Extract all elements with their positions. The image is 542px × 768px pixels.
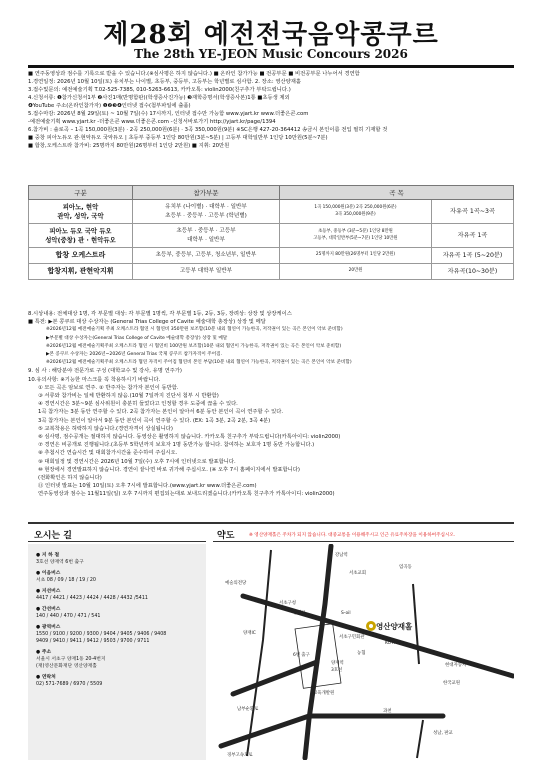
label-gyeongbu: 경부고속도로 xyxy=(227,753,253,758)
table-cell-division: 고등부 대학부 일반부 xyxy=(133,264,280,280)
location-map xyxy=(213,544,514,760)
table-cell-ranking: 자유곡(10~30분) xyxy=(432,264,514,280)
table-row xyxy=(29,248,514,264)
info-line: -예전예술기획 www.yjart.kr -더좋은콘 www.더좋은콘.com -신청서바로가기 http://yjart.kr/page/1394 xyxy=(28,119,276,125)
info-line: 3.접수및문의: 예전예술기획 T.02-525-7385, 010-5263-6613, 카카오톡: violin2000(친구추가 부탁드립니다.) xyxy=(28,87,291,93)
gyeongbu-expressway xyxy=(247,550,271,756)
table-row xyxy=(29,264,514,280)
note-line: 1곡 참가자는 3분 동안 연주할 수 있다. 2곡 참가자는 본인이 알아서 6분 동안 본인이 곡이 연주할 수 있다. xyxy=(38,409,284,416)
label-hyundai: 현대자동차 xyxy=(445,663,467,668)
title-rule xyxy=(28,65,514,68)
label-community-hall: 서초구민회관 xyxy=(339,635,365,640)
note-line: ⑤ 교복착용은 허락하지 않습니다.(경연자격이 상실됩니다) xyxy=(38,425,173,432)
label-yeomgok: 염곡동 xyxy=(399,565,412,570)
info-line: 1.경연일정: 2026년 10월 10일(토) 유치부는 나이별, 초등부, 중등부, 고등부는 학년별로 심사함. 2. 장소: 영산양재홀 xyxy=(28,79,301,85)
directions-label: ● 주소 xyxy=(36,650,52,655)
note-line: ⑧ 추첨시간 연습시간 및 대회참가시간을 준수하여 주십시오. xyxy=(38,450,178,457)
note-line: 8.시상내용: 전체대상 1명, 각 부문별 대상: 각 부문별 1명씩, 각 부문별 1등, 2등, 3등, 장려상: 상장 및 상장케이스 xyxy=(28,311,292,317)
note-line: 9. 심 사 : 해당분야 전문가로 구성 (대학교수 및 강사, 유명 연주가) xyxy=(28,368,182,375)
label-seocho-church: 서초교회 xyxy=(349,571,366,576)
concours-title: 제28회 예전전국음악콩쿠르 xyxy=(103,20,439,50)
table-cell-category: 합창 오케스트라 xyxy=(29,248,133,264)
directions-label: ● 지선버스 xyxy=(36,589,61,594)
directions-text: 4417 / 4421 / 4423 / 4424 / 4428 / 4432 /5411 xyxy=(36,596,148,601)
note-line: 10.유의사항: ※기능한 마스크를 꼭 착용하시기 바랍니다. xyxy=(28,376,161,383)
label-gangnam: 강남역 xyxy=(335,553,348,558)
directions-label: ● 연락처 xyxy=(36,675,56,680)
table-cell-pieces: 초등부, 중등부 (3분~5분) 1인당 8만원 고등부, 대학일반부(5분~7분) 1인당 10만원 xyxy=(280,224,432,248)
map-header xyxy=(213,528,514,542)
section-divider xyxy=(28,522,514,524)
nambu-road xyxy=(233,662,317,694)
table-header-category: 구분 xyxy=(29,186,133,200)
label-seocho-office: 서초구청 xyxy=(279,601,296,606)
label-education: 교육개발원 xyxy=(313,691,335,696)
label-nambu-road: 남부순환로 xyxy=(237,707,259,712)
table-cell-ranking: 자유곡 1곡~3곡 xyxy=(432,200,514,224)
label-yangjae-ic: 양재IC xyxy=(243,631,256,636)
label-yangjae-station: 양재역 xyxy=(331,661,344,666)
note-line: ※2026년12월 예전예술기획주최 오케스트라 협연 자격이 주어짐 협연비 본인 부담(10분 내외 협연이 가능한곡, 저작권이 있는 곡은 본인이 악보 준비함) xyxy=(46,360,352,366)
note-line: ▶본 콩쿠르 수상자는 2026년~2026년 General Trias 국제 콩쿠르 참가자격이 주어짐. xyxy=(46,352,223,358)
table-cell-division: 초등부, 중등부, 고등부, 청소년부, 일반부 xyxy=(133,248,280,264)
directions-text: 3호선 양재역 6번 출구 xyxy=(36,560,84,565)
label-line3: 3호선 xyxy=(331,668,343,673)
directions-text: 9409 / 9410 / 9411 / 9412 / 9503 / 9700 / 9711 xyxy=(36,639,150,644)
map-panel xyxy=(213,528,514,760)
note-line: ▶부문별 대상 수상자는(General Trias College of Cavite 예술대학 총장상) 상장 및 메달 xyxy=(46,335,228,341)
table-cell-pieces: 20만원 xyxy=(280,264,432,280)
table-cell-ranking: 자유곡 1곡 xyxy=(432,224,514,248)
directions-text: 140 / 440 / 470 / 471 / 541 xyxy=(36,614,101,619)
label-kotra: KOTRA xyxy=(385,641,400,646)
info-line: 6.참가비 : 솔로곡 – 1곡 150,000원(3분) · 2곡 250,000원(6분) · 3곡 350,000원(9분) ※SC은행 427-20-364412 송금시 본인이름 전입 필히 기재할 것 xyxy=(28,127,388,133)
label-gwacheon: 과천 xyxy=(383,709,392,714)
table-cell-pieces: 1곡 150,000원(3분) 2곡 250,000원(6분) 3곡 350,000원(9분) xyxy=(280,200,432,224)
venue-name: 영산양재홀 xyxy=(376,622,413,631)
directions-label: ● 이음버스 xyxy=(36,571,61,576)
info-line: ■ 중창 피아노듀오 관·현악듀오 국악듀오 | 초등부 중등부 1인당 80만원(3분~5분) | 고등부 대학일반부 1인당 10만원(5분~7분) xyxy=(28,135,328,141)
note-line: ④ 경연시간은 3분~9분 심사위원이 충분히 들었다고 인정할 경우 도중에 끊을 수 있다. xyxy=(38,401,238,408)
note-line: ⑪ 인터넷 발표는 10월 10일(토) 오후 7시에 발표합니다.(www.yjart.kr www.더좋은콘.com) xyxy=(38,483,257,490)
concours-title-english: The 28th YE-JEON Music Concours 2026 xyxy=(134,47,408,61)
side-road xyxy=(417,720,423,758)
table-header-pieces: 곡 목 xyxy=(280,186,514,200)
label-nh: 농협 xyxy=(357,651,366,656)
info-line: ■ 합창,오케스트라 참가비: 25명까지 80만원(26명부터 1인당 2만원) ■ 지휘: 20만원 xyxy=(28,143,230,149)
label-exit6: 6번 출구 xyxy=(293,653,310,658)
table-cell-category: 합창지휘, 관현악지휘 xyxy=(29,264,133,280)
table-row xyxy=(29,224,514,248)
info-section xyxy=(28,70,518,150)
note-line: ■ 특전: ▶본 콩쿠르 대상 수상자는 (General Trias College of Cavite 예술대학 총장상) 상장 및 메달 xyxy=(28,319,266,326)
label-kyowon: 한국교원 xyxy=(443,681,460,686)
directions-label: ● 간선버스 xyxy=(36,607,61,612)
parking-note: ※ 영산양재홀은 주차가 되지 않습니다. 대중교통을 이용해주시고 인근 유료주차장을 이용하여주십시오. xyxy=(249,532,456,538)
table-header-division: 참가부문 xyxy=(133,186,280,200)
directions-text: 02) 571-7689 / 6970 / 5509 xyxy=(36,682,103,687)
note-line: ① 모든 곡은 암보로 연주. ② 반주자는 참가자 본인이 동반함. xyxy=(38,384,179,391)
table-cell-category: 피아노 듀오 국악 듀오 성악(중창) 관 · 현악듀오 xyxy=(29,224,133,248)
note-line: ③ 서류와 참가비는 일체 반환하지 않음.(10월 7일까지 진단서 첨부 시 반환함) xyxy=(38,393,219,400)
directions-text: (재)영산문화재단 영산양재홀 xyxy=(36,664,97,669)
directions-label: ● 광역버스 xyxy=(36,625,61,630)
table-cell-division: 유치부 (나이별) · 대학부 · 일반부 초등부 · 중등부 · 고등부 (학년별) xyxy=(133,200,280,224)
info-line: ■ 연주동영상과 점수를 기록으로 받을 수 있습니다.(※심사평은 하지 않습니다.) ■ 온라인 참가가능 ■ 전공부문 ■ 비전공부문 나누어서 경연함 xyxy=(28,71,360,77)
table-cell-category: 피아노, 현악 관악, 성악, 국악 xyxy=(29,200,133,224)
table-cell-division: 초등부 · 중등부 · 고등부 대학부 · 일반부 xyxy=(133,224,280,248)
note-line: ⑥ 심사평, 점수공개는 절대하지 않습니다. 동영상은 촬영하지 않습니다. 카카오톡 친구추가 부탁드립니다(카톡아이디: violin2000) xyxy=(38,434,341,441)
note-line: ⑨ 대회일정 및 경연시간은 2026년 10월 7일(수) 오후 7시에 인터넷으로 발표합니다. xyxy=(38,458,236,465)
table-cell-pieces: 25명까지 80만원(26명부터 1인당 2만원) xyxy=(280,248,432,264)
info-line: ❹YouTube 주소(온라인참가자) ❶❷❸❹인터넷 접수(첨부파일에 출품) xyxy=(28,103,191,109)
note-line: 3곡 참가자는 본인이 알아서 9분 동안 본인이 곡이 연주할 수 있다. (EX: 1곡 3분, 2곡 2분, 3곡 4분) xyxy=(38,417,271,424)
note-line: ※2026년12월 예전예술기획 주최 오케스트라 협연 시 협연비 350만원 보조함(10분 내외 협연이 가능한곡, 저작권이 있는 곡은 본인이 악보 준비함) xyxy=(46,327,343,333)
main-road xyxy=(305,546,331,758)
directions-text: 서울시 서초구 양재1동 20-4번지 xyxy=(36,657,106,662)
label-soil: S-oil xyxy=(341,611,351,616)
lower-road xyxy=(221,716,443,746)
map-title: 약도 xyxy=(217,531,235,541)
info-line: 4.신청서류: ❶참가신청서1부 ❷사진1매(반명함판)(학생증사진가능) ❸재학증명서(학생증사본)1통 ■초등생 제외 xyxy=(28,95,290,101)
note-line: ⑩ 현장에서 경연발표하지 않습니다. 경연이 끝나면 바로 귀가해 주십시오. (※ 오후 7시 홈페이지에서 발표합니다) xyxy=(38,466,300,473)
directions-body xyxy=(28,544,206,760)
venue-marker-dot xyxy=(369,624,373,628)
label-seongnam: 성남, 판교 xyxy=(433,731,453,736)
east-road xyxy=(413,584,419,664)
entry-table xyxy=(28,185,514,280)
label-art-center: 예술의전당 xyxy=(225,581,247,586)
directions-text: 1550 / 9100 / 9200 / 9300 / 9404 / 9405 / 9406 / 9408 xyxy=(36,632,167,637)
directions-text: 서초 08 / 09 / 18 / 19 / 20 xyxy=(36,578,96,583)
note-line: ⑦ 경연은 비공개로 진행됩니다.(초등부 5학년까지 보호자 1명 동반가능 합니다. 참여하는 보호자 1명 동반 가능합니다.) xyxy=(38,442,315,449)
directions-title: 오시는 길 xyxy=(28,528,206,542)
directions-panel xyxy=(28,528,206,760)
notes-section xyxy=(28,310,518,499)
table-cell-ranking: 자유곡 1곡 (5~20분) xyxy=(432,248,514,264)
cross-road xyxy=(243,596,513,676)
table-row xyxy=(29,200,514,224)
directions-label: ● 지 하 철 xyxy=(36,553,60,558)
note-line: ※2026년12월 예전예술기획주최 오케스트라 협연 시 협연비 100만원 보조함(10분 내외 협연이 가능한곡, 저작권이 있는 곡은 본인이 악보 준비함) xyxy=(46,343,342,349)
label-yangjae-hs: 양재고 xyxy=(293,611,306,616)
note-line: (전화확인은 하지 않습니다) xyxy=(38,475,102,482)
note-line: 연주동영상과 점수는 11월11일(일) 오후 7시까지 편집되는대로 보내드리겠습니다.(카카오톡 친구추가 카톡아이디: violin2000) xyxy=(38,491,335,498)
info-line: 5.접수마감: 2026년 8월 29일(토) ~ 10월 7일(수) 17시까지, 인터넷 접수만 가능함 www.yjart.kr www.더좋은콘.com xyxy=(28,111,309,117)
